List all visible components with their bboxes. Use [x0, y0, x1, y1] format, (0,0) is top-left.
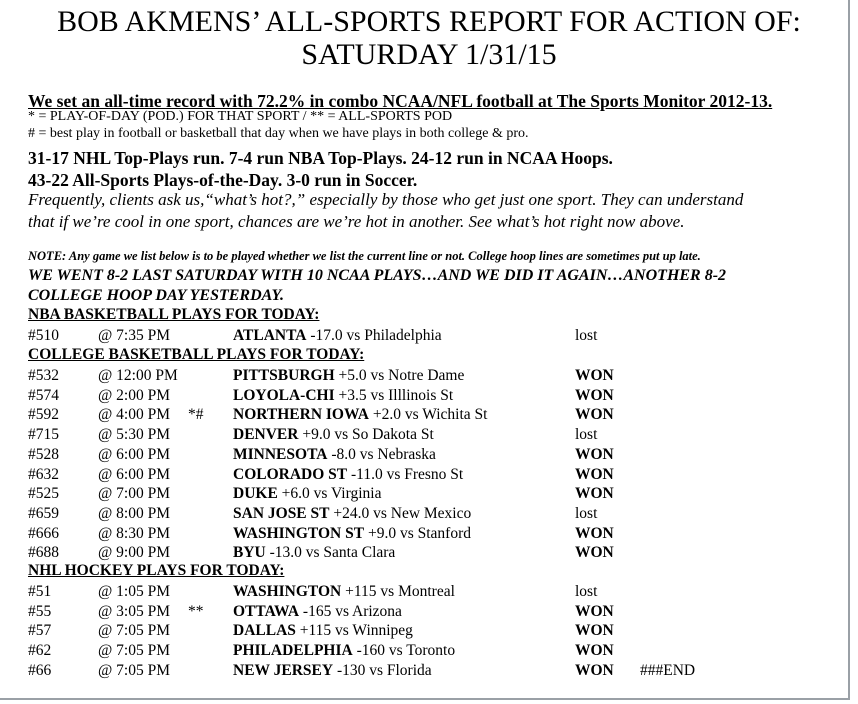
game-time: @ 7:05 PM [98, 661, 170, 679]
matchup [233, 484, 381, 504]
play-row [0, 582, 858, 602]
matchup [233, 465, 463, 485]
team-name: WASHINGTON ST [233, 524, 365, 542]
line-and-opponent: -130 vs Florida [333, 661, 432, 679]
play-row [0, 465, 858, 485]
line-and-opponent: +2.0 vs Wichita St [368, 406, 488, 424]
game-time: @ 7:05 PM [98, 642, 170, 660]
team-name: SAN JOSE ST [233, 504, 330, 522]
rotation-number: #666 [28, 524, 59, 542]
play-row [0, 405, 858, 425]
team-name: NORTHERN IOWA [233, 406, 369, 424]
play-row [0, 386, 858, 406]
game-time: @ 5:30 PM [98, 426, 170, 444]
rotation-number: #62 [28, 642, 52, 660]
line-and-opponent: +9.0 vs So Dakota St [298, 426, 434, 444]
result: lost [575, 426, 598, 444]
result: WON [575, 386, 614, 404]
play-row [0, 543, 858, 563]
line-and-opponent: -17.0 vs Philadelphia [306, 327, 442, 344]
team-name: PHILADELPHIA [233, 642, 353, 660]
result: WON [575, 465, 614, 483]
line-and-opponent: +24.0 vs New Mexico [329, 504, 472, 522]
team-name: BYU [233, 544, 266, 562]
matchup [233, 641, 455, 661]
run-line-2: 43-22 All-Sports Plays-of-the-Day. 3-0 run in Soccer. [28, 170, 418, 190]
play-marker: ** [188, 602, 204, 620]
team-name: LOYOLA-CHI [233, 386, 335, 404]
matchup [233, 386, 453, 406]
play-row [0, 366, 858, 386]
game-time: @ 6:00 PM [98, 465, 170, 483]
matchup [233, 425, 434, 445]
result: WON [575, 602, 614, 620]
rotation-number: #592 [28, 406, 59, 424]
whats-hot-line-2: that if we’re cool in one sport, chances are we’re hot in another. See what’s hot right now above. [28, 212, 685, 231]
result: WON [575, 524, 614, 542]
game-time: @ 8:00 PM [98, 504, 170, 522]
nhl-section-heading: NHL HOCKEY PLAYS FOR TODAY: [28, 562, 285, 579]
play-row [0, 602, 858, 622]
nba-section-heading: NBA BASKETBALL PLAYS FOR TODAY: [28, 306, 320, 323]
rotation-number: #659 [28, 504, 59, 522]
line-and-opponent: -13.0 vs Santa Clara [265, 544, 396, 562]
play-marker: *# [188, 406, 204, 424]
lines-note: NOTE: Any game we list below is to be played whether we list the current line or not. College hoop lines are sometimes put up late. [28, 249, 701, 263]
game-time: @ 8:30 PM [98, 524, 170, 542]
end-marker: ###END [640, 661, 696, 679]
matchup [233, 366, 464, 386]
rotation-number: #51 [28, 583, 52, 600]
line-and-opponent: -8.0 vs Nebraska [327, 445, 436, 463]
play-row [0, 326, 858, 346]
team-name: DENVER [233, 426, 299, 444]
matchup [233, 445, 436, 465]
game-time: @ 4:00 PM [98, 406, 170, 424]
matchup [233, 504, 471, 524]
line-and-opponent: -11.0 vs Fresno St [347, 465, 464, 483]
game-time: @ 7:05 PM [98, 622, 170, 640]
line-and-opponent: -160 vs Toronto [352, 642, 456, 660]
run-line-1: 31-17 NHL Top-Plays run. 7-4 run NBA Top-Plays. 24-12 run in NCAA Hoops. [28, 148, 613, 168]
game-time: @ 9:00 PM [98, 544, 170, 562]
rotation-number: #532 [28, 367, 59, 384]
team-name: DALLAS [233, 622, 296, 640]
play-row [0, 621, 858, 641]
game-time: @ 6:00 PM [98, 445, 170, 463]
matchup [233, 524, 471, 544]
line-and-opponent: +3.5 vs Illlinois St [334, 386, 454, 404]
matchup [233, 405, 487, 425]
ncaa-section-heading: COLLEGE BASKETBALL PLAYS FOR TODAY: [28, 346, 365, 363]
record-line: We set an all-time record with 72.2% in combo NCAA/NFL football at The Sports Monitor 2012-13. [28, 91, 773, 111]
rotation-number: #528 [28, 445, 59, 463]
game-time: @ 1:05 PM [98, 583, 170, 600]
result: WON [575, 406, 614, 424]
result: WON [575, 367, 614, 384]
matchup [233, 661, 432, 681]
rotation-number: #510 [28, 327, 59, 344]
rotation-number: #688 [28, 544, 59, 562]
play-row [0, 484, 858, 504]
legend-best-play: # = best play in football or basketball that day when we have plays in both college & pro. [28, 126, 529, 141]
team-name: COLORADO ST [233, 465, 348, 483]
team-name: OTTAWA [233, 602, 300, 620]
matchup [233, 621, 413, 641]
team-name: DUKE [233, 485, 278, 503]
game-time: @ 3:05 PM [98, 602, 170, 620]
game-time: @ 7:35 PM [98, 327, 170, 344]
line-and-opponent: +6.0 vs Virginia [277, 485, 382, 503]
play-row [0, 425, 858, 445]
legend-pod: * = PLAY-OF-DAY (POD.) FOR THAT SPORT / ** = ALL-SPORTS POD [28, 109, 453, 124]
play-row [0, 524, 858, 544]
game-time: @ 7:00 PM [98, 485, 170, 503]
line-and-opponent: +115 vs Montreal [341, 583, 455, 600]
line-and-opponent: +115 vs Winnipeg [295, 622, 413, 640]
play-row [0, 504, 858, 524]
matchup [233, 543, 395, 563]
result: WON [575, 544, 614, 562]
game-time: @ 2:00 PM [98, 386, 170, 404]
last-saturday-line-2: COLLEGE HOOP DAY YESTERDAY. [28, 287, 285, 304]
play-row [0, 641, 858, 661]
play-row [0, 661, 858, 681]
rotation-number: #66 [28, 661, 52, 679]
result: WON [575, 642, 614, 660]
report-title: BOB AKMENS’ ALL-SPORTS REPORT FOR ACTION OF: [57, 5, 801, 38]
rotation-number: #57 [28, 622, 52, 640]
result: lost [575, 504, 598, 522]
team-name: WASHINGTON [233, 583, 342, 600]
rotation-number: #525 [28, 485, 59, 503]
team-name: PITTSBURGH [233, 367, 335, 384]
matchup [233, 582, 455, 602]
whats-hot-line-1: Frequently, clients ask us,“what’s hot?,” especially by those who get just one sport. They can understand [28, 190, 744, 209]
result: WON [575, 445, 614, 463]
result: WON [575, 485, 614, 503]
result: WON [575, 622, 614, 640]
rotation-number: #632 [28, 465, 59, 483]
result: lost [575, 327, 598, 344]
rotation-number: #55 [28, 602, 52, 620]
team-name: NEW JERSEY [233, 661, 334, 679]
rotation-number: #715 [28, 426, 59, 444]
matchup [233, 326, 442, 346]
matchup [233, 602, 402, 622]
report-date: SATURDAY 1/31/15 [301, 38, 557, 71]
line-and-opponent: +9.0 vs Stanford [364, 524, 471, 542]
play-row [0, 445, 858, 465]
line-and-opponent: -165 vs Arizona [299, 602, 402, 620]
game-time: @ 12:00 PM [98, 367, 178, 384]
line-and-opponent: +5.0 vs Notre Dame [334, 367, 465, 384]
team-name: ATLANTA [233, 327, 307, 344]
result: WON [575, 661, 614, 679]
rotation-number: #574 [28, 386, 59, 404]
last-saturday-line-1: WE WENT 8-2 LAST SATURDAY WITH 10 NCAA PLAYS…AND WE DID IT AGAIN…ANOTHER 8-2 [28, 267, 727, 284]
team-name: MINNESOTA [233, 445, 328, 463]
result: lost [575, 583, 598, 600]
